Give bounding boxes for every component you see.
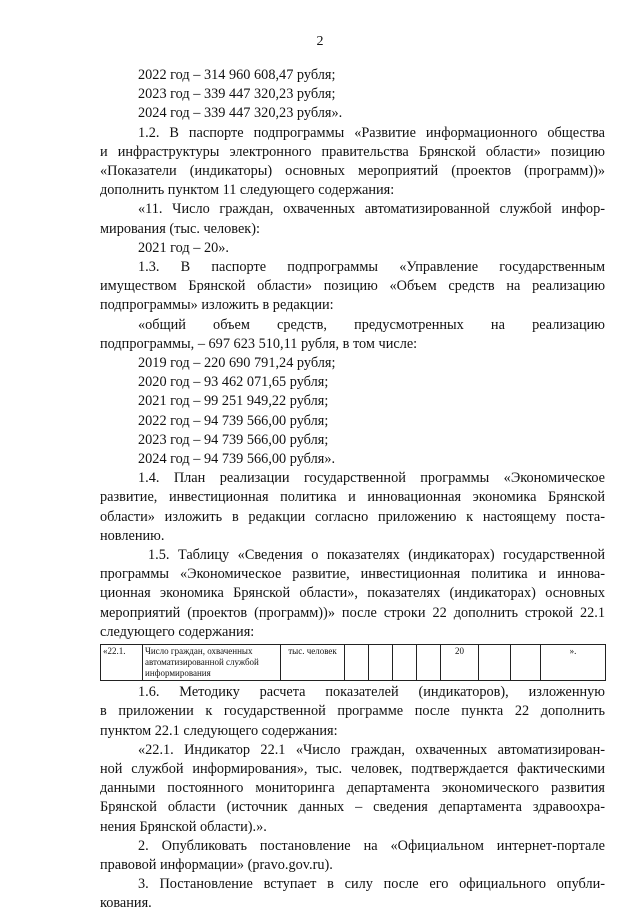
text-line: дополнить пунктом 11 следующего содержания: <box>100 182 395 199</box>
text-line: ной службой информирования», тыс. человек, подтверждается фактическими <box>100 760 605 777</box>
text-line: 3. Постановление вступает в силу после его официального опубли- <box>138 876 605 893</box>
text-line: подпрограммы, – 697 623 510,11 рубля, в том числе: <box>100 335 418 352</box>
text-line: 1.5. Таблицу «Сведения о показателях (индикаторах) государственной <box>148 547 605 564</box>
text-line: данными постоянного мониторинга департамента экономического развития <box>100 780 605 797</box>
text-line: 2024 год – 94 739 566,00 рубля». <box>138 451 336 468</box>
page-number: 2 <box>316 34 324 49</box>
text-line: 2021 год – 99 251 949,22 рубля; <box>138 393 329 410</box>
empty-cell <box>369 645 393 681</box>
text-line: 2022 год – 314 960 608,47 рубля; <box>138 67 336 83</box>
empty-cell <box>393 645 417 681</box>
text-line: 2024 год – 339 447 320,23 рубля». <box>138 105 343 122</box>
text-line: 1.6. Методику расчета показателей (индикаторов), изложенную <box>138 684 605 701</box>
text-line: 1.3. В паспорте подпрограммы «Управление государственным <box>138 259 605 276</box>
empty-cell <box>479 645 511 681</box>
empty-cell <box>345 645 369 681</box>
text-line: мирования (тыс. человек): <box>100 220 260 237</box>
text-line: 2022 год – 94 739 566,00 рубля; <box>138 412 329 429</box>
value-cell: 20 <box>441 645 479 681</box>
paragraphs-after-table <box>100 683 605 913</box>
text-line: 2. Опубликовать постановление на «Официальном интернет-портале <box>138 837 605 854</box>
indicator-name-cell: Число граждан, охваченных автоматизированной службой информирования <box>143 645 281 681</box>
text-line: правовой информации» (pravo.gov.ru). <box>100 856 333 873</box>
text-line: программы «Экономическое развитие, инвестиционная политика и иннова- <box>100 566 605 583</box>
text-line: пунктом 22.1 следующего содержания: <box>100 722 338 739</box>
text-line: 2023 год – 94 739 566,00 рубля; <box>138 431 329 448</box>
text-line: ционная экономика Брянской области», показателях (индикаторах) основных <box>100 585 605 602</box>
text-line: «11. Число граждан, охваченных автоматизированной службой инфор- <box>138 201 605 218</box>
paragraphs-before-table <box>100 66 605 642</box>
unit-cell: тыс. человек <box>281 645 345 681</box>
text-line: 2023 год – 339 447 320,23 рубля; <box>138 86 336 103</box>
text-line: следующего содержания: <box>100 623 255 640</box>
text-line: 1.4. План реализации государственной программы «Экономическое <box>138 470 605 487</box>
row-number-cell: «22.1. <box>101 645 143 681</box>
text-line: развитие, инвестиционная политика и инновационная экономика Брянской <box>100 489 605 506</box>
text-line: кования. <box>100 895 152 912</box>
text-line: «22.1. Индикатор 22.1 «Число граждан, охваченных автоматизирован- <box>138 741 605 758</box>
text-line: области» изложить в редакции согласно приложению к настоящему поста- <box>100 508 605 525</box>
text-line: «Показатели (индикаторы) основных мероприятий (проектов (программ))» <box>100 163 605 180</box>
text-line: «общий объем средств, предусмотренных на реализацию <box>138 316 605 333</box>
document-body <box>100 66 605 914</box>
text-line: новлению. <box>100 527 165 544</box>
text-line: 2019 год – 220 690 791,24 рубля; <box>138 355 336 372</box>
row-end-cell: ». <box>541 645 606 681</box>
text-line: Брянской области (источник данных – сведения департамента здравоохра- <box>100 799 605 816</box>
table-row <box>101 645 606 681</box>
text-line: в приложении к государственной программе после пункта 22 дополнить <box>100 703 605 720</box>
indicator-table <box>100 644 606 681</box>
text-line: имуществом Брянской области» позицию «Объем средств на реализацию <box>100 278 605 295</box>
text-line: 2020 год – 93 462 071,65 рубля; <box>138 374 329 391</box>
text-line: 1.2. В паспорте подпрограммы «Развитие информационного общества <box>138 124 605 141</box>
empty-cell <box>417 645 441 681</box>
text-line: подпрограммы» изложить в редакции: <box>100 297 334 314</box>
text-line: нения Брянской области).». <box>100 818 267 835</box>
text-line: мероприятий (проектов (программ))» после строки 22 дополнить строкой 22.1 <box>100 604 605 621</box>
empty-cell <box>511 645 541 681</box>
text-line: 2021 год – 20». <box>138 239 230 256</box>
text-line: и инфраструктуры электронного правительства Брянской области» позицию <box>100 143 605 160</box>
